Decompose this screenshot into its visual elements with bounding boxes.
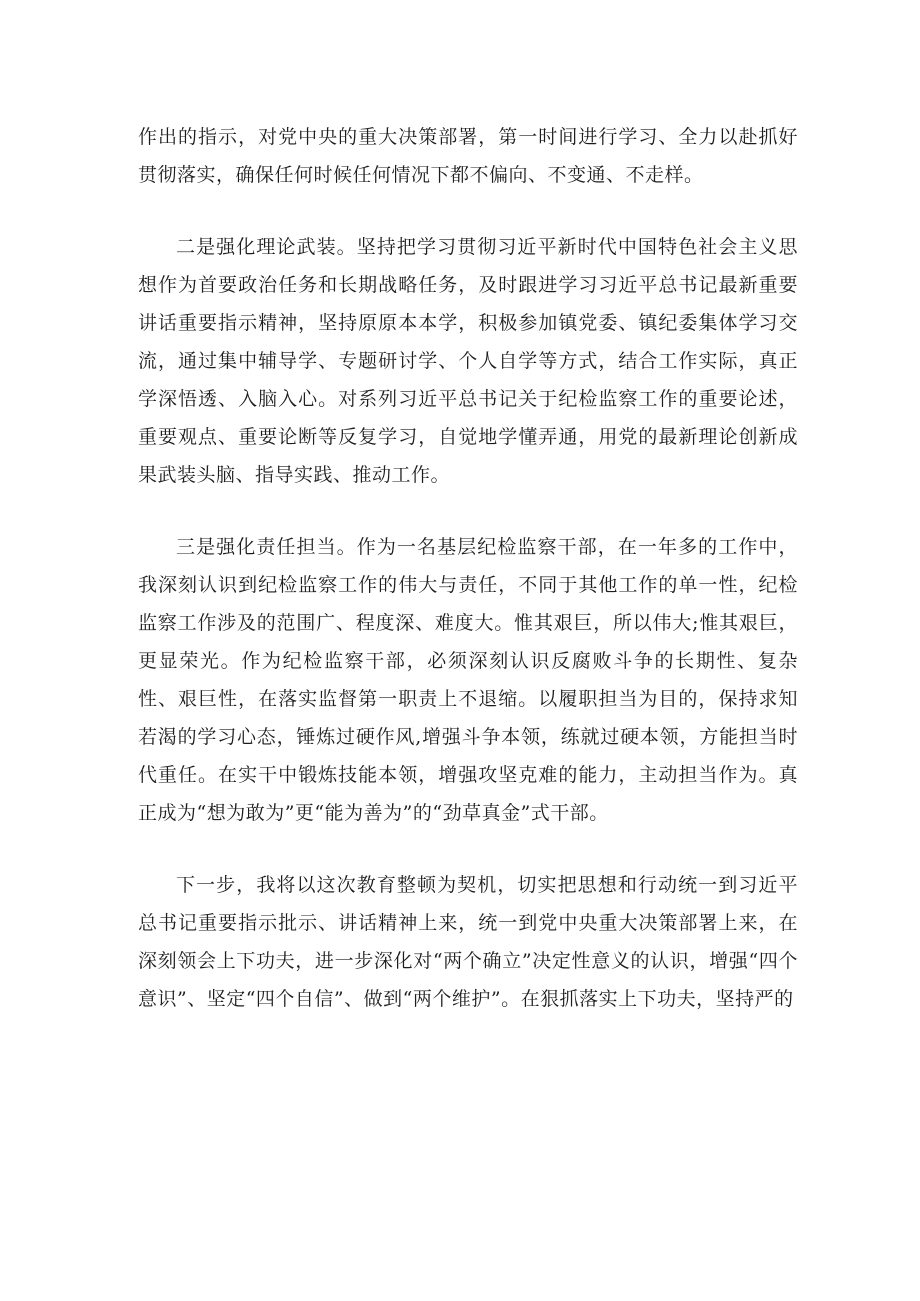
document-body — [138, 118, 798, 1052]
paragraph-responsibility: 三是强化责任担当。作为一名基层纪检监察干部，在一年多的工作中，我深刻认识到纪检监察工作的伟大与责任，不同于其他工作的单一性，纪检监察工作涉及的范围广、程度深、难度大。惟其艰巨，所以伟大;惟其艰巨，更显荣光。作为纪检监察干部，必须深刻认识反腐败斗争的长期性、复杂性、艰巨性，在落实监督第一职责上不退缩。以履职担当为目的，保持求知若渴的学习心态，锤炼过硬作风,增强斗争本领，练就过硬本领，方能担当时代重任。在实干中锻炼技能本领，增强攻坚克难的能力，主动担当作为。真正成为“想为敢为”更“能为善为”的“劲草真金”式干部。 — [138, 536, 798, 824]
paragraph-continuation: 作出的指示，对党中央的重大决策部署，第一时间进行学习、全力以赴抓好贯彻落实，确保任何时候任何情况下都不偏向、不变通、不走样。 — [138, 126, 798, 186]
paragraph-next-step: 下一步，我将以这次教育整顿为契机，切实把思想和行动统一到习近平总书记重要指示批示、讲话精神上来，统一到党中央重大决策部署上来，在深刻领会上下功夫，进一步深化对“两个确立”决定性意义的认识，增强“四个意识”、坚定“四个自信”、做到“两个维护”。在狠抓落实上下功夫，坚持严的 — [138, 874, 798, 1010]
paragraph-theory-armament: 二是强化理论武装。坚持把学习贯彻习近平新时代中国特色社会主义思想作为首要政治任务和长期战略任务，及时跟进学习习近平总书记最新重要讲话重要指示精神，坚持原原本本学，积极参加镇党委、镇纪委集体学习交流，通过集中辅导学、专题研讨学、个人自学等方式，结合工作实际，真正学深悟透、入脑入心。对系列习近平总书记关于纪检监察工作的重要论述，重要观点、重要论断等反复学习，自觉地学懂弄通，用党的最新理论创新成果武装头脑、指导实践、推动工作。 — [138, 236, 798, 486]
